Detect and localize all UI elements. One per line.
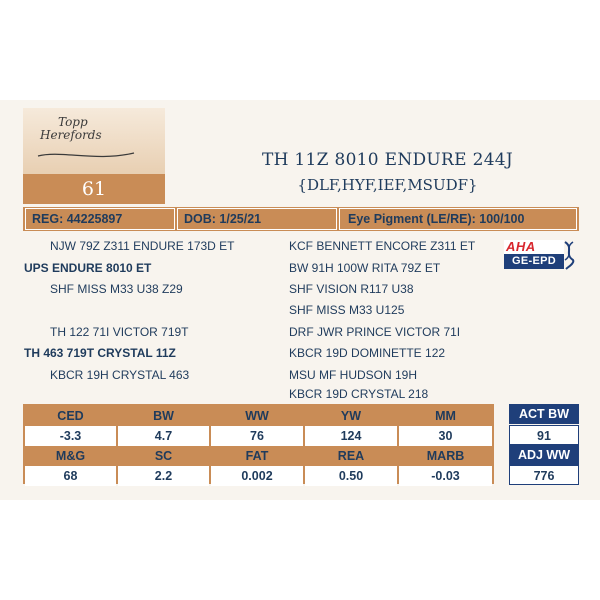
epd-value-ced: -3.3: [25, 426, 116, 446]
epd-value-fat: 0.002: [211, 466, 303, 486]
pedigree-dam-dam: KBCR 19H CRYSTAL 463: [50, 368, 190, 382]
pedigree-ancestor-4: SHF MISS M33 U125: [289, 303, 405, 317]
pedigree-ancestor-7: MSU MF HUDSON 19H: [289, 368, 418, 382]
epd-header-mm: MM: [399, 406, 492, 426]
epd-value-mm: 30: [399, 426, 492, 446]
epd-header-mg: M&G: [25, 446, 116, 466]
pedigree-sire-sire: NJW 79Z Z311 ENDURE 173D ET: [50, 239, 235, 253]
logo-line-1: Topp: [58, 115, 88, 129]
adj-ww-value: 776: [509, 465, 579, 485]
pedigree-dam: TH 463 719T CRYSTAL 11Z: [24, 346, 176, 360]
aha-ge-epd-logo: [504, 240, 574, 270]
logo-swash-icon: [36, 148, 136, 162]
epd-value-bw: 4.7: [118, 426, 209, 446]
epd-value-marb: -0.03: [399, 466, 492, 486]
logo-line-2: Herefords: [40, 128, 102, 142]
pedigree-ancestor-1: KCF BENNETT ENCORE Z311 ET: [289, 239, 476, 253]
registration-number: REG: 44225897: [25, 208, 175, 230]
pedigree-ancestor-8: KBCR 19D CRYSTAL 218: [289, 387, 429, 401]
epd-value-rea: 0.50: [305, 466, 397, 486]
lot-number: 61: [81, 178, 107, 200]
act-bw-value: 91: [509, 425, 579, 445]
epd-value-sc: 2.2: [118, 466, 209, 486]
epd-header-marb: MARB: [399, 446, 492, 466]
animal-name: TH 11Z 8010 ENDURE 244J: [261, 150, 514, 170]
aha-badge-bottom: GE-EPD: [504, 254, 564, 269]
epd-value-yw: 124: [305, 426, 397, 446]
act-bw-label: ACT BW: [509, 404, 579, 424]
epd-value-ww: 76: [211, 426, 303, 446]
epd-header-ww: WW: [211, 406, 303, 426]
date-of-birth: DOB: 1/25/21: [177, 208, 337, 230]
pedigree-ancestor-6: KBCR 19D DOMINETTE 122: [289, 346, 446, 360]
pedigree-sire: UPS ENDURE 8010 ET: [24, 261, 152, 275]
epd-header-fat: FAT: [211, 446, 303, 466]
pedigree-ancestor-3: SHF VISION R117 U38: [289, 282, 414, 296]
pedigree-dam-sire: TH 122 71I VICTOR 719T: [50, 325, 189, 339]
epd-header-bw: BW: [118, 406, 209, 426]
pedigree-ancestor-5: DRF JWR PRINCE VICTOR 71I: [289, 325, 461, 339]
epd-header-yw: YW: [305, 406, 397, 426]
epd-value-mg: 68: [25, 466, 116, 486]
aha-badge-top: AHA: [504, 240, 564, 254]
dna-swirl-icon: [562, 240, 576, 270]
adj-ww-label: ADJ WW: [509, 445, 579, 465]
epd-header-sc: SC: [118, 446, 209, 466]
epd-header-rea: REA: [305, 446, 397, 466]
epd-header-ced: CED: [25, 406, 116, 426]
pedigree-ancestor-2: BW 91H 100W RITA 79Z ET: [289, 261, 441, 275]
pedigree-sire-dam: SHF MISS M33 U38 Z29: [50, 282, 183, 296]
genetic-conditions: {DLF,HYF,IEF,MSUDF}: [297, 176, 478, 194]
eye-pigment: Eye Pigment (LE/RE): 100/100: [339, 208, 577, 230]
ranch-logo: [40, 116, 102, 142]
